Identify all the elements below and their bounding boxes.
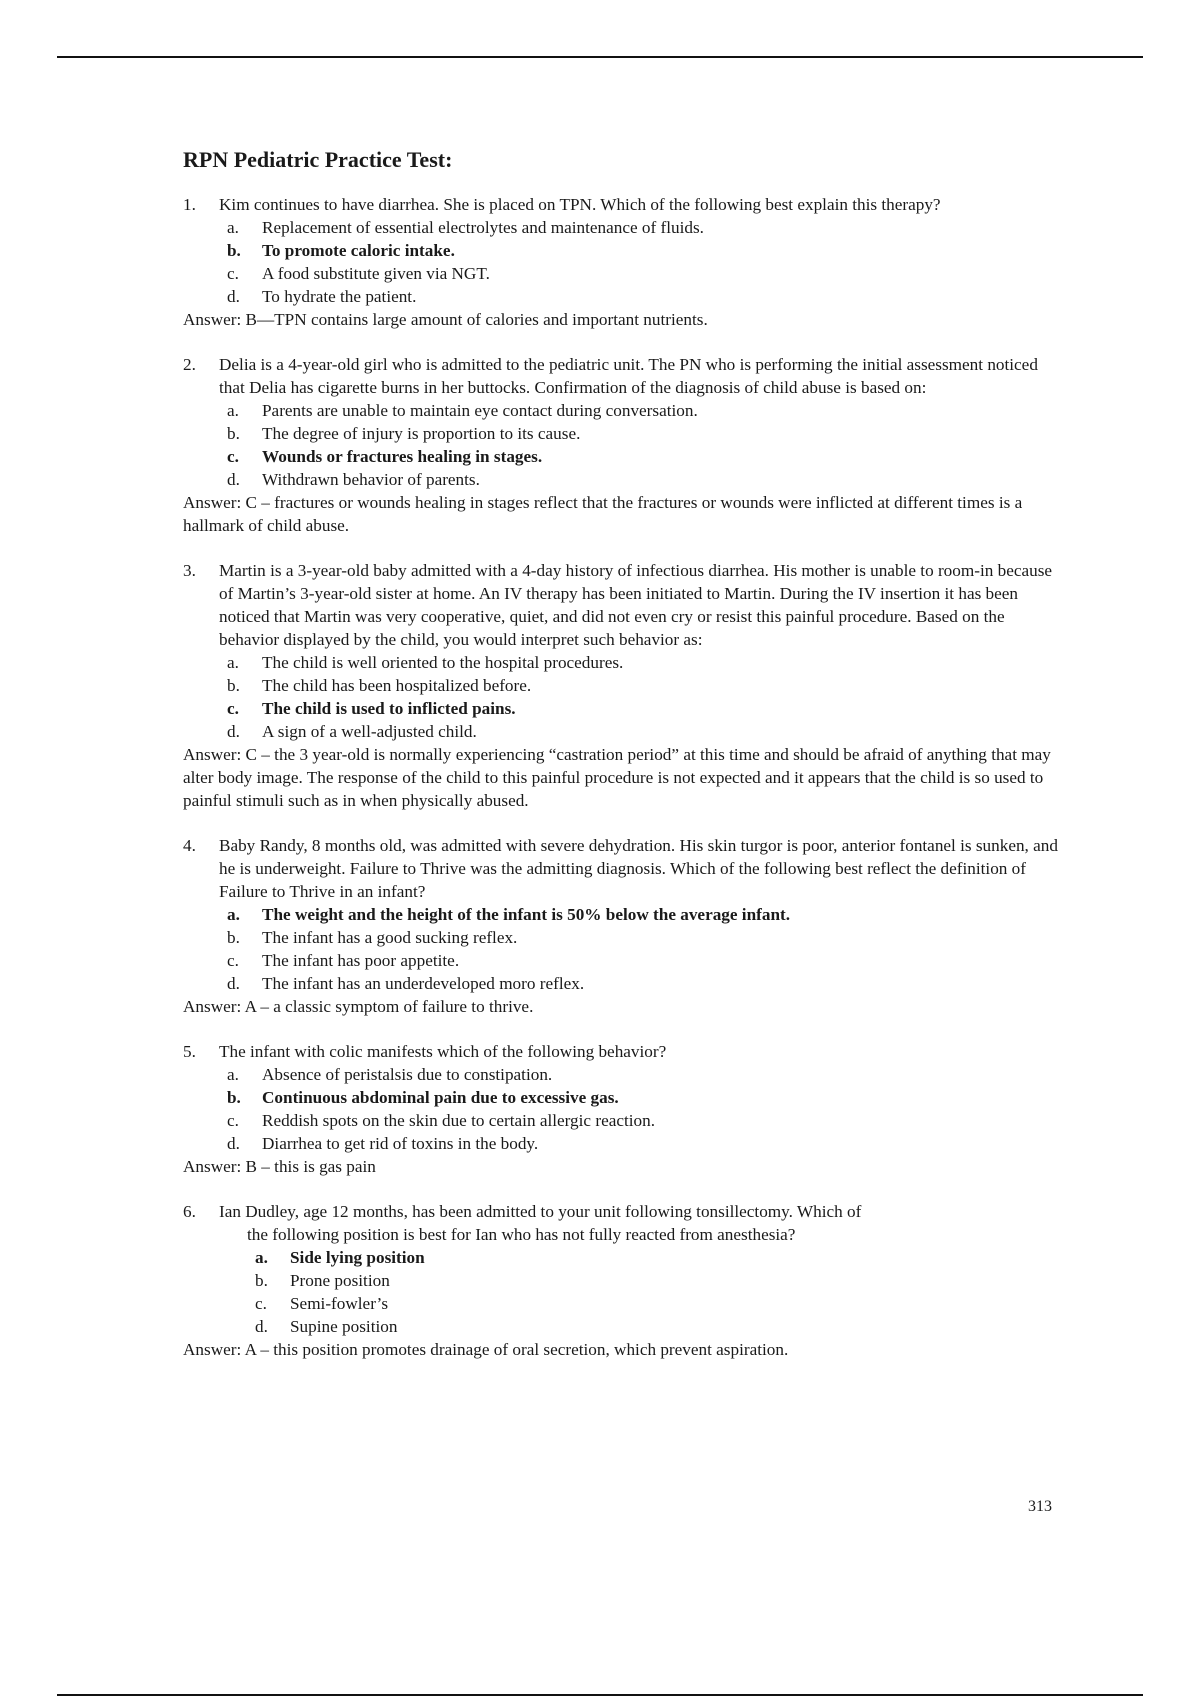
option-letter: a. (227, 218, 239, 237)
question-number: 2. (183, 355, 196, 374)
question-text: Baby Randy, 8 months old, was admitted with severe dehydration. His skin turgor is poor, anterior fontanel is sunken, and he is underweight. Failure to Thrive was the admitting diagnosis. Which of the following best reflect the definition of Failure to Thrive in an infant? (219, 836, 1058, 901)
option-letter: b. (227, 676, 240, 695)
option-letter: c. (255, 1294, 267, 1313)
option-text: Absence of peristalsis due to constipation. (262, 1065, 553, 1084)
option-letter: c. (227, 951, 239, 970)
question-stem (183, 834, 1063, 903)
question-number: 4. (183, 836, 196, 855)
option-d (219, 720, 1063, 743)
option-d (219, 972, 1063, 995)
option-text: The weight and the height of the infant is 50% below the average infant. (262, 905, 791, 924)
option-letter: b. (255, 1271, 268, 1290)
option-a-correct (219, 903, 1063, 926)
option-list (183, 216, 1063, 308)
page-title: RPN Pediatric Practice Test: (183, 147, 453, 172)
option-list (183, 903, 1063, 995)
option-list (183, 399, 1063, 491)
option-c (219, 949, 1063, 972)
question-number: 6. (183, 1202, 196, 1221)
option-d (219, 285, 1063, 308)
question-stem (183, 1200, 1063, 1246)
question-stem (183, 353, 1063, 399)
option-letter: c. (227, 1111, 239, 1130)
option-c (219, 262, 1063, 285)
answer-explanation: Answer: B – this is gas pain (183, 1157, 376, 1176)
option-text: The child is well oriented to the hospital procedures. (262, 653, 624, 672)
option-a (219, 1063, 1063, 1086)
option-text: The degree of injury is proportion to its cause. (262, 424, 581, 443)
option-b (219, 674, 1063, 697)
option-letter: d. (227, 1134, 240, 1153)
option-text: A sign of a well-adjusted child. (262, 722, 477, 741)
answer-explanation: Answer: B—TPN contains large amount of calories and important nutrients. (183, 310, 708, 329)
option-letter: d. (227, 974, 240, 993)
question-text: Delia is a 4-year-old girl who is admitted to the pediatric unit. The PN who is performing the initial assessment noticed that Delia has cigarette burns in her buttocks. Confirmation of the diagnosis of child abuse is based on: (219, 355, 1038, 397)
question-number: 5. (183, 1042, 196, 1061)
top-rule (57, 56, 1143, 58)
question-number: 1. (183, 195, 196, 214)
question-text: The infant with colic manifests which of the following behavior? (219, 1042, 667, 1061)
option-letter: b. (227, 241, 241, 260)
option-text: Side lying position (290, 1248, 425, 1267)
option-text: To promote caloric intake. (262, 241, 455, 260)
option-c-correct (219, 445, 1063, 468)
option-text: Parents are unable to maintain eye contact during conversation. (262, 401, 698, 420)
answer-explanation: Answer: C – fractures or wounds healing in stages reflect that the fractures or wounds were inflicted at different times is a hallmark of child abuse. (183, 493, 1023, 535)
question-stem (183, 559, 1063, 651)
option-b-correct (219, 239, 1063, 262)
option-letter: a. (255, 1248, 268, 1267)
option-text: The child is used to inflicted pains. (262, 699, 516, 718)
option-letter: c. (227, 264, 239, 283)
option-letter: a. (227, 905, 240, 924)
question-stem (183, 193, 1063, 216)
option-list (183, 1063, 1063, 1155)
option-text: Withdrawn behavior of parents. (262, 470, 480, 489)
option-b (219, 422, 1063, 445)
option-d (247, 1315, 1063, 1338)
question-text: Martin is a 3-year-old baby admitted with a 4-day history of infectious diarrhea. His mother is unable to room-in because of Martin’s 3-year-old sister at home. An IV therapy has been initiated to Martin. During the IV insertion it has been noticed that Martin was very cooperative, quiet, and did not even cry or resist this painful procedure. Based on the behavior displayed by the child, you would interpret such behavior as: (219, 561, 1053, 649)
option-letter: b. (227, 424, 240, 443)
option-text: Diarrhea to get rid of toxins in the body. (262, 1134, 539, 1153)
option-list (183, 1246, 1063, 1338)
option-c (247, 1292, 1063, 1315)
answer-explanation: Answer: A – this position promotes drainage of oral secretion, which prevent aspiration. (183, 1340, 789, 1359)
answer-explanation: Answer: A – a classic symptom of failure to thrive. (183, 997, 534, 1016)
option-text: Continuous abdominal pain due to excessive gas. (262, 1088, 619, 1107)
option-text: The infant has poor appetite. (262, 951, 460, 970)
option-c (219, 1109, 1063, 1132)
option-text: A food substitute given via NGT. (262, 264, 490, 283)
question-text-line-1: Ian Dudley, age 12 months, has been admitted to your unit following tonsillectomy. Which of (219, 1202, 862, 1221)
question-6 (183, 1200, 1063, 1361)
option-text: Supine position (290, 1317, 398, 1336)
page-number: 313 (1028, 1498, 1052, 1515)
question-1 (183, 193, 1063, 331)
question-4 (183, 834, 1063, 1018)
option-text: Replacement of essential electrolytes and maintenance of fluids. (262, 218, 704, 237)
option-letter: c. (227, 699, 239, 718)
option-text: To hydrate the patient. (262, 287, 417, 306)
option-a (219, 216, 1063, 239)
option-d (219, 468, 1063, 491)
option-letter: a. (227, 401, 239, 420)
option-a (219, 399, 1063, 422)
option-text: Reddish spots on the skin due to certain allergic reaction. (262, 1111, 655, 1130)
bottom-rule (57, 1694, 1143, 1696)
document-page (183, 145, 1063, 1383)
question-text: Kim continues to have diarrhea. She is placed on TPN. Which of the following best explain this therapy? (219, 195, 941, 214)
option-text: The child has been hospitalized before. (262, 676, 532, 695)
question-text-line-2: the following position is best for Ian who has not fully reacted from anesthesia? (247, 1225, 796, 1244)
option-a-correct (247, 1246, 1063, 1269)
answer-explanation: Answer: C – the 3 year-old is normally experiencing “castration period” at this time and should be afraid of anything that may alter body image. The response of the child to this painful procedure is not expected and it appears that the child is so used to painful stimuli such as in when physically abused. (183, 745, 1051, 810)
option-text: The infant has a good sucking reflex. (262, 928, 518, 947)
option-list (183, 651, 1063, 743)
option-text: Wounds or fractures healing in stages. (262, 447, 543, 466)
option-letter: d. (227, 470, 240, 489)
option-d (219, 1132, 1063, 1155)
option-letter: a. (227, 1065, 239, 1084)
option-letter: d. (227, 722, 240, 741)
option-a (219, 651, 1063, 674)
option-b-correct (219, 1086, 1063, 1109)
question-number: 3. (183, 561, 196, 580)
question-2 (183, 353, 1063, 537)
option-letter: b. (227, 928, 240, 947)
option-text: Semi-fowler’s (290, 1294, 389, 1313)
question-stem (183, 1040, 1063, 1063)
option-c-correct (219, 697, 1063, 720)
option-letter: d. (255, 1317, 268, 1336)
option-text: Prone position (290, 1271, 390, 1290)
option-text: The infant has an underdeveloped moro reflex. (262, 974, 585, 993)
option-letter: b. (227, 1088, 241, 1107)
option-b (247, 1269, 1063, 1292)
question-3 (183, 559, 1063, 812)
option-letter: a. (227, 653, 239, 672)
option-b (219, 926, 1063, 949)
question-5 (183, 1040, 1063, 1178)
option-letter: d. (227, 287, 240, 306)
option-letter: c. (227, 447, 239, 466)
